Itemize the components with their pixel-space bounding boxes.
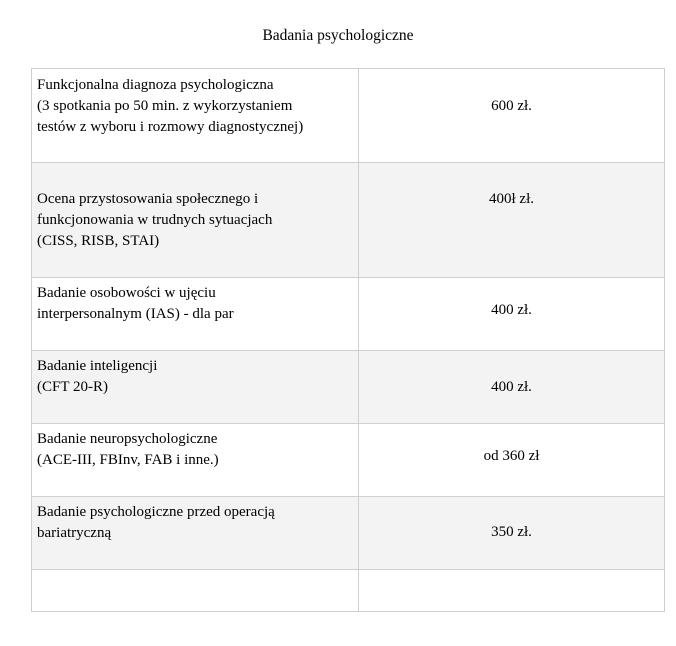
service-description <box>32 351 359 424</box>
description-line: Ocena przystosowania społecznego i <box>37 191 259 207</box>
description-line: Funkcjonalna diagnoza psychologiczna <box>37 77 274 93</box>
table-row <box>32 351 665 424</box>
price-table <box>31 68 665 612</box>
page-title: Badania psychologiczne <box>262 27 414 44</box>
description-line: funkcjonowania w trudnych sytuacjach <box>37 212 273 228</box>
table-row <box>32 278 665 351</box>
service-price: 400 zł. <box>359 278 665 351</box>
service-description <box>32 424 359 497</box>
description-line: (CISS, RISB, STAI) <box>37 233 160 249</box>
service-price: 600 zł. <box>359 69 665 163</box>
description-line: Badanie neuropsychologiczne <box>37 431 218 447</box>
description-line: testów z wyboru i rozmowy diagnostycznej) <box>37 119 304 135</box>
service-description <box>32 69 359 163</box>
description-line: (CFT 20-R) <box>37 379 108 395</box>
description-line: Badanie inteligencji <box>37 358 158 374</box>
service-price: 350 zł. <box>359 497 665 570</box>
table-row <box>32 497 665 570</box>
service-description <box>32 163 359 278</box>
service-description <box>32 278 359 351</box>
service-price: 400ł zł. <box>359 163 665 278</box>
description-line: (3 spotkania po 50 min. z wykorzystaniem <box>37 98 293 114</box>
description-line: Badanie osobowości w ujęciu <box>37 285 216 301</box>
description-line: Badanie psychologiczne przed operacją <box>37 504 275 520</box>
table-row <box>32 163 665 278</box>
service-price <box>359 570 665 612</box>
description-line: (ACE-III, FBInv, FAB i inne.) <box>37 452 219 468</box>
service-description <box>32 570 359 612</box>
table-row <box>32 69 665 163</box>
service-description <box>32 497 359 570</box>
table-row <box>32 424 665 497</box>
service-price: 400 zł. <box>359 351 665 424</box>
service-price: od 360 zł <box>359 424 665 497</box>
table-row-empty <box>32 570 665 612</box>
description-line: interpersonalnym (IAS) - dla par <box>37 306 234 322</box>
description-line: bariatryczną <box>37 525 112 541</box>
